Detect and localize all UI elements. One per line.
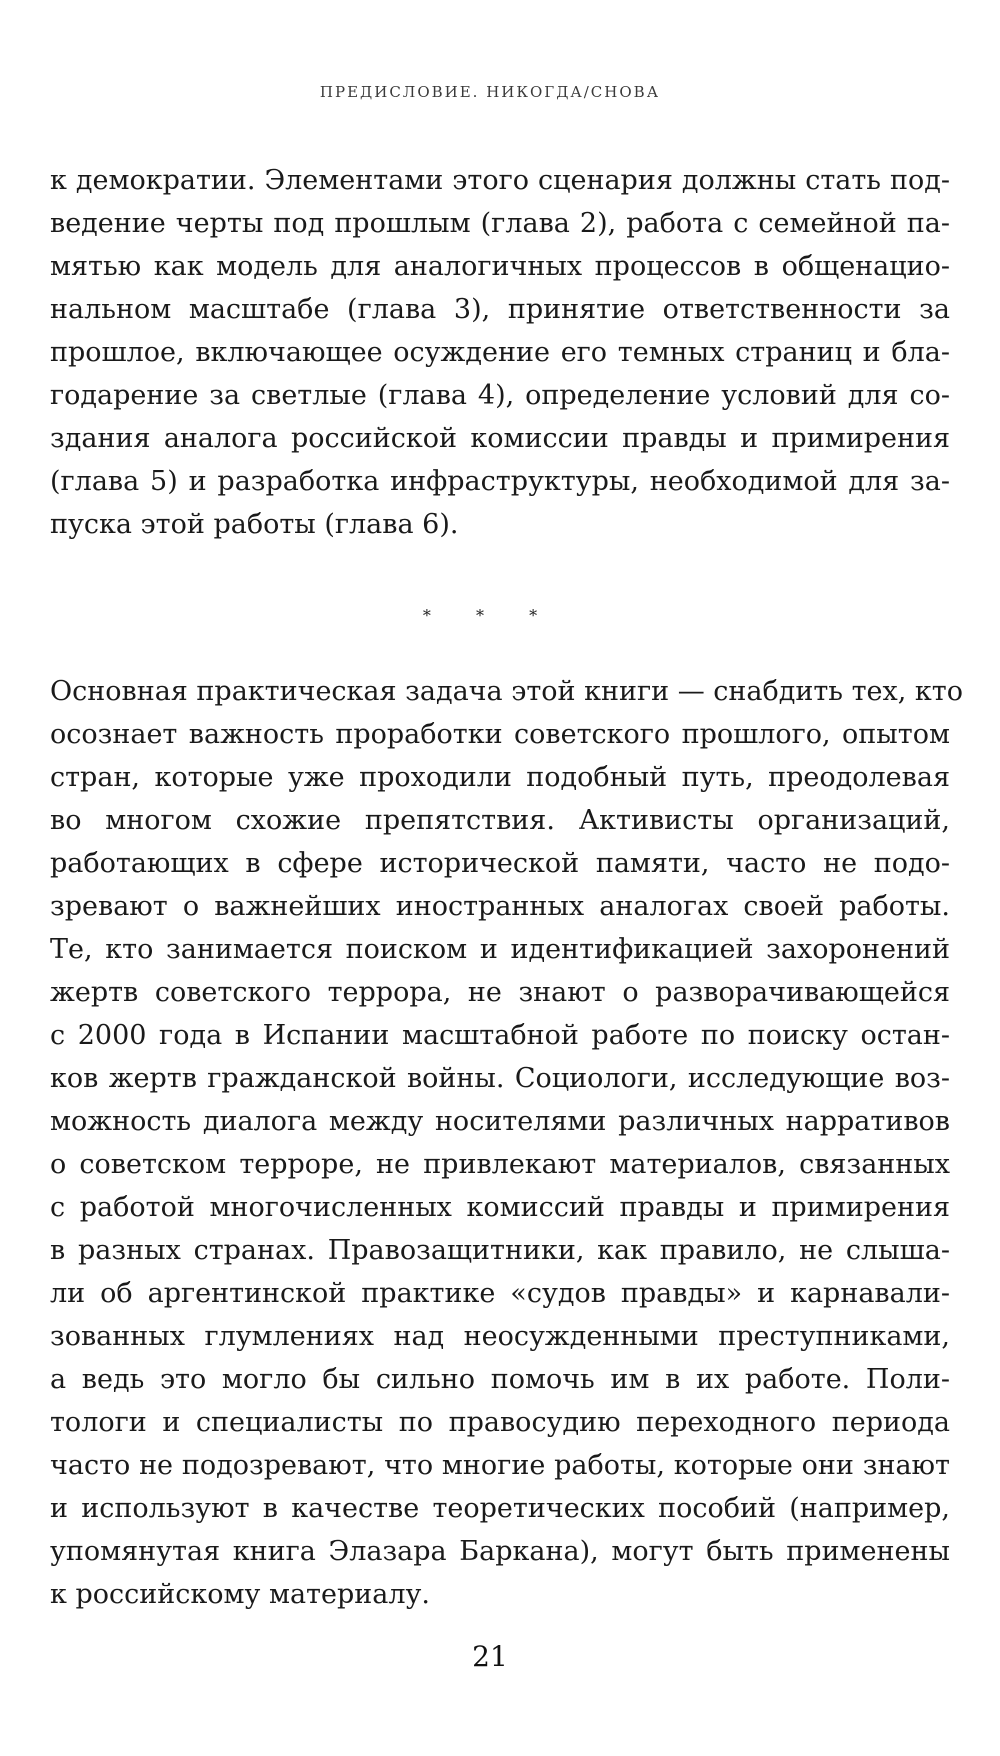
text-line: стран, которые уже проходили подобный путь, преодолевая bbox=[50, 762, 950, 793]
running-head: ПРЕДИСЛОВИЕ. НИКОГДА/СНОВА bbox=[319, 83, 661, 101]
text-line: к демократии. Элементами этого сценария должны стать под- bbox=[50, 165, 950, 196]
text-line: нальном масштабе (глава 3), принятие ответственности за bbox=[50, 294, 950, 325]
text-line: к российскому материалу. bbox=[50, 1579, 430, 1610]
text-line: с работой многочисленных комиссий правды и примирения bbox=[50, 1192, 950, 1223]
text-line: упомянутая книга Элазара Баркана), могут быть применены bbox=[50, 1536, 950, 1567]
text-line: во многом схожие препятствия. Активисты организаций, bbox=[50, 805, 950, 836]
text-line: осознает важность проработки советского прошлого, опытом bbox=[50, 719, 950, 750]
text-line: мятью как модель для аналогичных процессов в общенацио- bbox=[50, 251, 950, 282]
text-line: с 2000 года в Испании масштабной работе по поиску остан- bbox=[50, 1020, 950, 1051]
text-line: о советском терроре, не привлекают материалов, связанных bbox=[50, 1149, 950, 1180]
text-line: ли об аргентинской практике «судов правды» и карнавали- bbox=[50, 1278, 950, 1309]
text-line: здания аналога российской комиссии правды и примирения bbox=[50, 423, 950, 454]
paragraph-2 bbox=[50, 670, 963, 1616]
text-line: прошлое, включающее осуждение его темных страниц и бла- bbox=[50, 337, 950, 368]
text-line: ков жертв гражданской войны. Социологи, исследующие воз- bbox=[50, 1063, 950, 1094]
text-line: Те, кто занимается поиском и идентификацией захоронений bbox=[50, 934, 950, 965]
text-line: пуска этой работы (глава 6). bbox=[50, 509, 459, 540]
text-line: зревают о важнейших иностранных аналогах своей работы. bbox=[50, 891, 950, 922]
text-line: жертв советского террора, не знают о разворачивающейся bbox=[50, 977, 950, 1008]
text-line: можность диалога между носителями различных нарративов bbox=[50, 1106, 950, 1137]
text-line: ведение черты под прошлым (глава 2), работа с семейной па- bbox=[50, 208, 950, 239]
text-line: годарение за светлые (глава 4), определение условий для со- bbox=[50, 380, 950, 411]
section-break: * * * bbox=[422, 606, 558, 625]
text-line: и используют в качестве теоретических пособий (например, bbox=[50, 1493, 950, 1524]
text-line: зованных глумлениях над неосужденными преступниками, bbox=[50, 1321, 950, 1352]
text-line: Основная практическая задача этой книги — снабдить тех, кто bbox=[50, 676, 963, 707]
text-line: работающих в сфере исторической памяти, часто не подо- bbox=[50, 848, 950, 879]
paragraph-1 bbox=[50, 159, 950, 546]
text-line: часто не подозревают, что многие работы, которые они знают bbox=[50, 1450, 950, 1481]
text-line: в разных странах. Правозащитники, как правило, не слыша- bbox=[50, 1235, 950, 1266]
text-line: тологи и специалисты по правосудию переходного периода bbox=[50, 1407, 950, 1438]
page-number: 21 bbox=[472, 1640, 508, 1673]
text-line: а ведь это могло бы сильно помочь им в их работе. Поли- bbox=[50, 1364, 950, 1395]
text-line: (глава 5) и разработка инфраструктуры, необходимой для за- bbox=[50, 466, 950, 497]
